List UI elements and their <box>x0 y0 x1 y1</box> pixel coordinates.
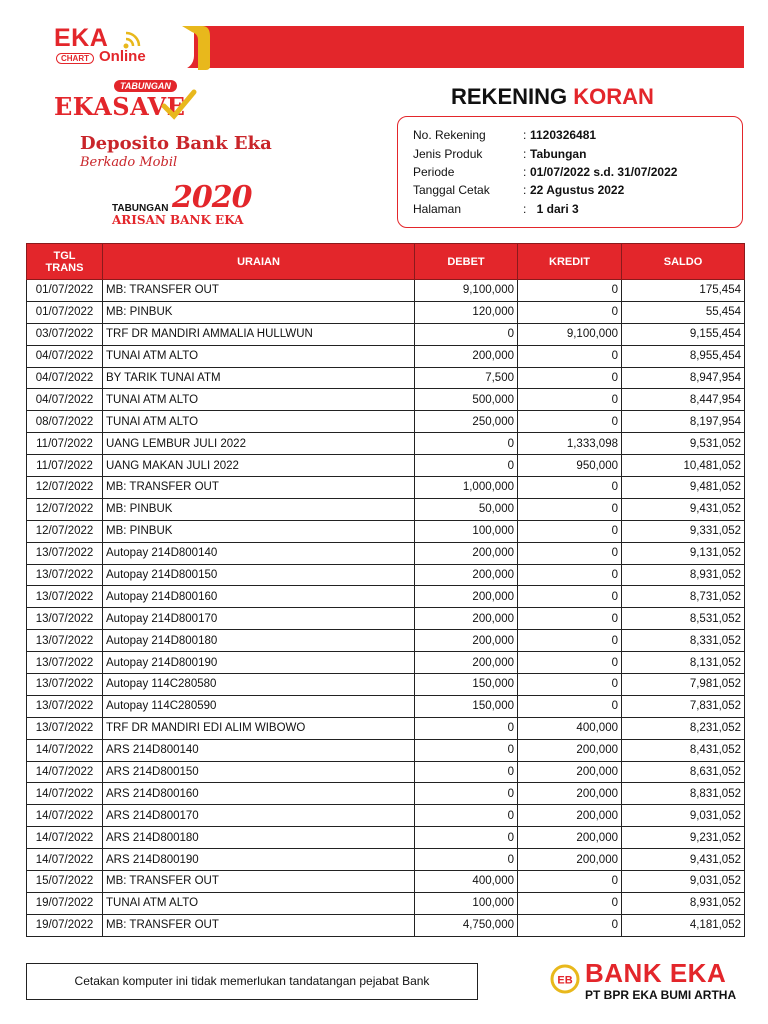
cell-debit: 120,000 <box>415 301 518 323</box>
header-credit: KREDIT <box>518 244 622 280</box>
bank-name: BANK EKA <box>585 958 727 988</box>
cell-credit: 0 <box>518 477 622 499</box>
cell-debit: 500,000 <box>415 389 518 411</box>
title-part-1: REKENING <box>451 84 568 109</box>
cell-date: 13/07/2022 <box>27 695 103 717</box>
info-colon: : <box>523 202 527 216</box>
cell-credit: 0 <box>518 586 622 608</box>
table-row <box>27 520 745 542</box>
cell-date: 12/07/2022 <box>27 520 103 542</box>
table-row <box>27 586 745 608</box>
transaction-table <box>26 243 745 937</box>
cell-date: 13/07/2022 <box>27 564 103 586</box>
table-row <box>27 761 745 783</box>
cell-description: Autopay 114C280580 <box>103 674 415 696</box>
cell-date: 12/07/2022 <box>27 477 103 499</box>
cell-balance: 8,447,954 <box>622 389 745 411</box>
table-row <box>27 652 745 674</box>
table-row <box>27 477 745 499</box>
cell-date: 13/07/2022 <box>27 542 103 564</box>
cell-date: 19/07/2022 <box>27 892 103 914</box>
title-part-2: KORAN <box>573 84 654 109</box>
table-row <box>27 323 745 345</box>
cell-credit: 200,000 <box>518 761 622 783</box>
cell-date: 04/07/2022 <box>27 367 103 389</box>
cell-debit: 200,000 <box>415 652 518 674</box>
cell-credit: 0 <box>518 280 622 302</box>
ekasave-word: EKASAVE <box>54 92 186 121</box>
ekasave-logo <box>54 80 202 124</box>
cell-balance: 4,181,052 <box>622 914 745 936</box>
table-row <box>27 542 745 564</box>
info-colon: : <box>523 147 527 161</box>
cell-balance: 10,481,052 <box>622 455 745 477</box>
cell-credit: 200,000 <box>518 739 622 761</box>
cell-balance: 8,931,052 <box>622 564 745 586</box>
logo-online-text: Online <box>99 48 146 65</box>
cell-balance: 8,931,052 <box>622 892 745 914</box>
info-value: 1 dari 3 <box>530 202 579 216</box>
cell-description: ARS 214D800140 <box>103 739 415 761</box>
transaction-rows <box>27 280 745 937</box>
table-row <box>27 849 745 871</box>
cell-description: TRF DR MANDIRI EDI ALIM WIBOWO <box>103 717 415 739</box>
info-value: 01/07/2022 s.d. 31/07/2022 <box>530 165 678 179</box>
cell-balance: 55,454 <box>622 301 745 323</box>
cell-debit: 100,000 <box>415 892 518 914</box>
cell-date: 11/07/2022 <box>27 433 103 455</box>
cell-credit: 1,333,098 <box>518 433 622 455</box>
header-debit: DEBET <box>415 244 518 280</box>
cell-balance: 8,831,052 <box>622 783 745 805</box>
cell-credit: 950,000 <box>518 455 622 477</box>
cell-debit: 0 <box>415 849 518 871</box>
info-colon: : <box>523 128 527 142</box>
info-value: 1120326481 <box>530 128 597 142</box>
cell-description: MB: PINBUK <box>103 498 415 520</box>
cell-description: Autopay 214D800170 <box>103 608 415 630</box>
footer-note: Cetakan komputer ini tidak memerlukan tandatangan pejabat Bank <box>26 963 478 1000</box>
cell-balance: 9,431,052 <box>622 498 745 520</box>
cell-debit: 200,000 <box>415 564 518 586</box>
cell-balance: 9,431,052 <box>622 849 745 871</box>
cell-credit: 0 <box>518 367 622 389</box>
account-info-box <box>397 116 743 228</box>
table-header-row <box>27 244 745 280</box>
cell-credit: 0 <box>518 564 622 586</box>
table-row <box>27 345 745 367</box>
cell-date: 13/07/2022 <box>27 652 103 674</box>
cell-balance: 8,731,052 <box>622 586 745 608</box>
info-colon: : <box>523 183 527 197</box>
info-value: Tabungan <box>530 147 587 161</box>
table-row <box>27 433 745 455</box>
eka-chart-online-logo <box>26 22 194 70</box>
cell-date: 14/07/2022 <box>27 783 103 805</box>
cell-balance: 8,947,954 <box>622 367 745 389</box>
deposito-title: Deposito Bank Eka <box>80 133 272 154</box>
cell-date: 13/07/2022 <box>27 630 103 652</box>
cell-balance: 8,431,052 <box>622 739 745 761</box>
cell-debit: 7,500 <box>415 367 518 389</box>
cell-balance: 7,831,052 <box>622 695 745 717</box>
cell-date: 12/07/2022 <box>27 498 103 520</box>
cell-date: 14/07/2022 <box>27 827 103 849</box>
deposito-subtitle: Berkado Mobil <box>80 155 178 170</box>
cell-balance: 8,955,454 <box>622 345 745 367</box>
cell-description: Autopay 214D800180 <box>103 630 415 652</box>
cell-balance: 9,131,052 <box>622 542 745 564</box>
cell-balance: 8,631,052 <box>622 761 745 783</box>
cell-credit: 0 <box>518 871 622 893</box>
cell-balance: 9,031,052 <box>622 805 745 827</box>
cell-credit: 0 <box>518 674 622 696</box>
cell-debit: 150,000 <box>415 695 518 717</box>
cell-credit: 0 <box>518 914 622 936</box>
cell-credit: 200,000 <box>518 849 622 871</box>
table-row <box>27 389 745 411</box>
cell-date: 14/07/2022 <box>27 761 103 783</box>
cell-debit: 0 <box>415 717 518 739</box>
cell-debit: 200,000 <box>415 586 518 608</box>
bank-eka-logo-icon <box>550 964 580 994</box>
page-title <box>451 84 654 110</box>
bank-logo-mark-text: EB <box>557 974 573 987</box>
cell-date: 14/07/2022 <box>27 805 103 827</box>
table-row <box>27 739 745 761</box>
cell-date: 13/07/2022 <box>27 717 103 739</box>
logo-eka-text: EKA <box>54 24 109 52</box>
cell-balance: 8,197,954 <box>622 411 745 433</box>
cell-balance: 9,155,454 <box>622 323 745 345</box>
cell-debit: 50,000 <box>415 498 518 520</box>
header-description: URAIAN <box>103 244 415 280</box>
table-row <box>27 805 745 827</box>
cell-description: ARS 214D800190 <box>103 849 415 871</box>
cell-description: UANG MAKAN JULI 2022 <box>103 455 415 477</box>
cell-description: ARS 214D800160 <box>103 783 415 805</box>
cell-description: Autopay 214D800190 <box>103 652 415 674</box>
table-row <box>27 301 745 323</box>
cell-credit: 0 <box>518 608 622 630</box>
cell-debit: 0 <box>415 827 518 849</box>
logo-chart-text: CHART <box>56 53 94 64</box>
table-row <box>27 783 745 805</box>
header-balance: SALDO <box>622 244 745 280</box>
cell-description: TUNAI ATM ALTO <box>103 892 415 914</box>
cell-balance: 8,231,052 <box>622 717 745 739</box>
cell-debit: 200,000 <box>415 345 518 367</box>
cell-description: MB: PINBUK <box>103 301 415 323</box>
cell-date: 04/07/2022 <box>27 345 103 367</box>
cell-balance: 9,531,052 <box>622 433 745 455</box>
cell-debit: 1,000,000 <box>415 477 518 499</box>
table-row <box>27 564 745 586</box>
cell-debit: 9,100,000 <box>415 280 518 302</box>
info-label: No. Rekening <box>413 128 486 142</box>
cell-date: 15/07/2022 <box>27 871 103 893</box>
table-row <box>27 367 745 389</box>
info-label: Periode <box>413 165 455 179</box>
cell-credit: 0 <box>518 630 622 652</box>
cell-balance: 9,481,052 <box>622 477 745 499</box>
cell-description: Autopay 214D800160 <box>103 586 415 608</box>
info-label: Halaman <box>413 202 462 216</box>
cell-balance: 8,131,052 <box>622 652 745 674</box>
cell-credit: 0 <box>518 411 622 433</box>
table-row <box>27 280 745 302</box>
cell-debit: 150,000 <box>415 674 518 696</box>
cell-description: TUNAI ATM ALTO <box>103 345 415 367</box>
cell-debit: 0 <box>415 805 518 827</box>
cell-debit: 0 <box>415 433 518 455</box>
table-row <box>27 892 745 914</box>
cell-date: 14/07/2022 <box>27 739 103 761</box>
cell-description: MB: TRANSFER OUT <box>103 871 415 893</box>
checkmark-icon <box>158 88 198 120</box>
cell-debit: 200,000 <box>415 608 518 630</box>
cell-description: ARS 214D800180 <box>103 827 415 849</box>
cell-description: Autopay 114C280590 <box>103 695 415 717</box>
cell-debit: 0 <box>415 323 518 345</box>
cell-balance: 175,454 <box>622 280 745 302</box>
table-row <box>27 608 745 630</box>
cell-description: TUNAI ATM ALTO <box>103 389 415 411</box>
ekasave-tabungan-pill: TABUNGAN <box>114 80 177 92</box>
arisan-label: ARISAN BANK EKA <box>112 213 244 227</box>
table-row <box>27 455 745 477</box>
cell-description: MB: TRANSFER OUT <box>103 914 415 936</box>
table-row <box>27 630 745 652</box>
cell-credit: 0 <box>518 520 622 542</box>
header-date: TGL TRANS <box>27 244 103 280</box>
cell-date: 14/07/2022 <box>27 849 103 871</box>
cell-description: MB: TRANSFER OUT <box>103 477 415 499</box>
cell-date: 03/07/2022 <box>27 323 103 345</box>
cell-debit: 0 <box>415 739 518 761</box>
table-row <box>27 717 745 739</box>
table-row <box>27 695 745 717</box>
cell-credit: 0 <box>518 695 622 717</box>
cell-credit: 400,000 <box>518 717 622 739</box>
cell-balance: 8,331,052 <box>622 630 745 652</box>
cell-description: MB: PINBUK <box>103 520 415 542</box>
cell-balance: 9,031,052 <box>622 871 745 893</box>
tabungan-2020-year: 2020 <box>172 180 252 215</box>
cell-date: 04/07/2022 <box>27 389 103 411</box>
cell-description: MB: TRANSFER OUT <box>103 280 415 302</box>
cell-balance: 9,331,052 <box>622 520 745 542</box>
cell-date: 01/07/2022 <box>27 280 103 302</box>
cell-debit: 400,000 <box>415 871 518 893</box>
cell-credit: 0 <box>518 892 622 914</box>
cell-balance: 7,981,052 <box>622 674 745 696</box>
cell-credit: 9,100,000 <box>518 323 622 345</box>
cell-date: 13/07/2022 <box>27 586 103 608</box>
tabungan-2020-label: TABUNGAN <box>112 203 169 214</box>
cell-description: Autopay 214D800150 <box>103 564 415 586</box>
cell-date: 11/07/2022 <box>27 455 103 477</box>
info-label: Tanggal Cetak <box>413 183 490 197</box>
table-row <box>27 498 745 520</box>
cell-description: BY TARIK TUNAI ATM <box>103 367 415 389</box>
cell-description: UANG LEMBUR JULI 2022 <box>103 433 415 455</box>
info-value: 22 Agustus 2022 <box>530 183 625 197</box>
cell-credit: 0 <box>518 498 622 520</box>
cell-credit: 200,000 <box>518 783 622 805</box>
table-row <box>27 914 745 936</box>
cell-credit: 0 <box>518 652 622 674</box>
cell-description: Autopay 214D800140 <box>103 542 415 564</box>
cell-date: 13/07/2022 <box>27 674 103 696</box>
info-colon: : <box>523 165 527 179</box>
cell-debit: 250,000 <box>415 411 518 433</box>
cell-date: 08/07/2022 <box>27 411 103 433</box>
signal-icon <box>122 28 144 50</box>
table-row <box>27 871 745 893</box>
cell-debit: 100,000 <box>415 520 518 542</box>
cell-debit: 4,750,000 <box>415 914 518 936</box>
table-row <box>27 674 745 696</box>
table-row <box>27 827 745 849</box>
cell-debit: 0 <box>415 455 518 477</box>
cell-description: ARS 214D800150 <box>103 761 415 783</box>
cell-description: TUNAI ATM ALTO <box>103 411 415 433</box>
cell-balance: 8,531,052 <box>622 608 745 630</box>
cell-debit: 0 <box>415 761 518 783</box>
cell-credit: 0 <box>518 389 622 411</box>
bank-company: PT BPR EKA BUMI ARTHA <box>585 988 737 1002</box>
table-row <box>27 411 745 433</box>
cell-debit: 200,000 <box>415 630 518 652</box>
cell-date: 13/07/2022 <box>27 608 103 630</box>
cell-description: TRF DR MANDIRI AMMALIA HULLWUN <box>103 323 415 345</box>
cell-debit: 0 <box>415 783 518 805</box>
cell-credit: 0 <box>518 542 622 564</box>
cell-credit: 0 <box>518 345 622 367</box>
cell-credit: 0 <box>518 301 622 323</box>
cell-date: 01/07/2022 <box>27 301 103 323</box>
cell-description: ARS 214D800170 <box>103 805 415 827</box>
cell-date: 19/07/2022 <box>27 914 103 936</box>
cell-balance: 9,231,052 <box>622 827 745 849</box>
cell-credit: 200,000 <box>518 827 622 849</box>
gold-swoosh-icon <box>176 22 222 72</box>
info-label: Jenis Produk <box>413 147 483 161</box>
cell-credit: 200,000 <box>518 805 622 827</box>
cell-debit: 200,000 <box>415 542 518 564</box>
